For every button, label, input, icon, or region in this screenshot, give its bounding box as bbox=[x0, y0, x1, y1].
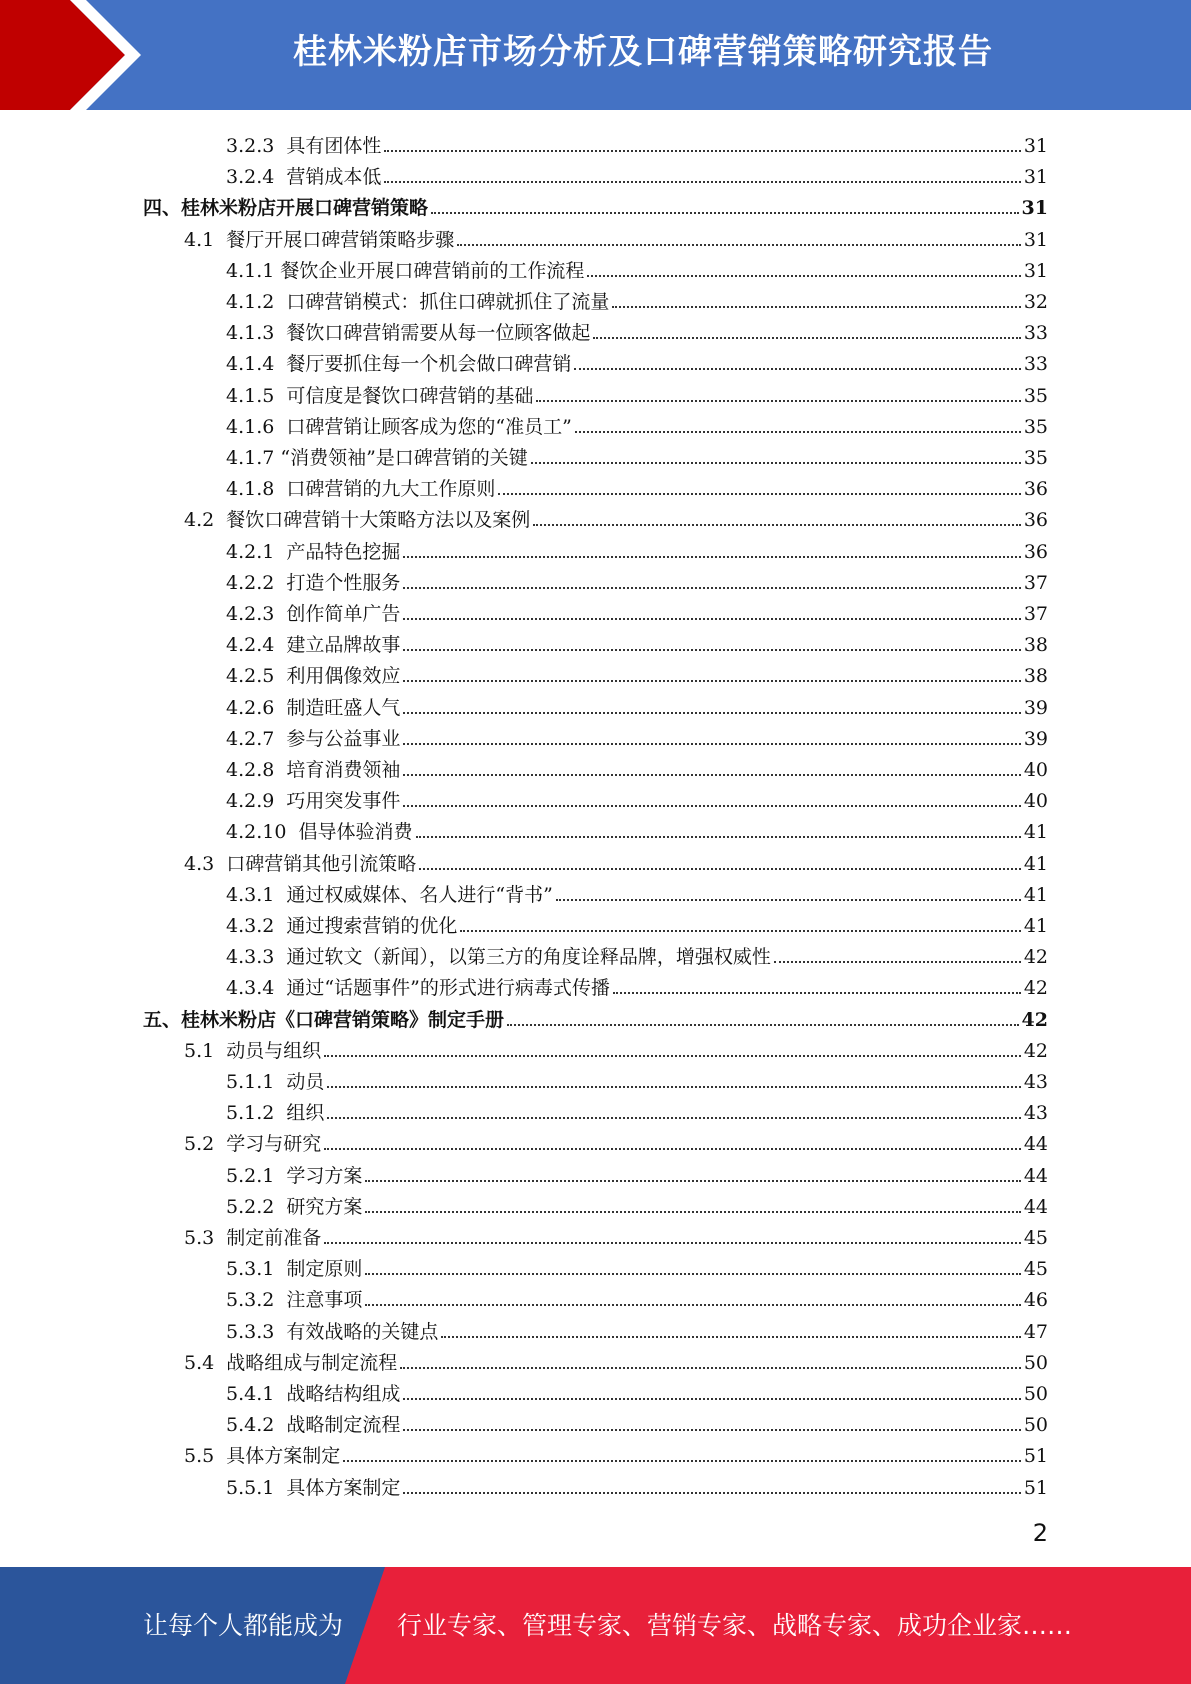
toc-entry[interactable] bbox=[226, 534, 1048, 565]
toc-entry[interactable] bbox=[226, 1095, 1048, 1126]
toc-entry-title: 3.2.4 营销成本低 bbox=[226, 166, 382, 189]
toc-entry[interactable] bbox=[226, 1407, 1048, 1438]
toc-dot-leader bbox=[536, 400, 1020, 402]
toc-entry[interactable] bbox=[184, 1438, 1048, 1469]
toc-entry-page: 38 bbox=[1023, 634, 1048, 657]
toc-dot-leader bbox=[324, 1055, 1021, 1057]
toc-dot-leader bbox=[419, 868, 1021, 870]
toc-entry-page: 50 bbox=[1023, 1351, 1048, 1374]
toc-dot-leader bbox=[365, 1180, 1020, 1182]
toc-entry[interactable] bbox=[143, 190, 1048, 221]
report-title: 桂林米粉店市场分析及口碑营销策略研究报告 bbox=[293, 32, 993, 72]
toc-entry-page: 31 bbox=[1021, 197, 1048, 220]
toc-dot-leader bbox=[403, 680, 1020, 682]
toc-entry-page: 42 bbox=[1021, 1008, 1048, 1031]
toc-entry-page: 41 bbox=[1023, 852, 1048, 875]
toc-entry[interactable] bbox=[226, 1314, 1048, 1345]
toc-entry-page: 45 bbox=[1023, 1227, 1048, 1249]
toc-entry[interactable] bbox=[226, 596, 1048, 627]
toc-entry-title: 5.3.1 制定原则 bbox=[226, 1258, 363, 1281]
toc-entry[interactable] bbox=[226, 1251, 1048, 1282]
toc-entry-page: 31 bbox=[1023, 259, 1048, 282]
toc-entry-title: 4.2.7 参与公益事业 bbox=[226, 727, 401, 750]
toc-entry-page: 41 bbox=[1023, 821, 1048, 844]
toc-entry-title: 4.1.5 可信度是餐饮口碑营销的基础 bbox=[226, 384, 534, 407]
toc-dot-leader bbox=[593, 337, 1020, 339]
toc-entry[interactable] bbox=[226, 877, 1048, 908]
toc-entry-title: 4.3 口碑营销其他引流策略 bbox=[184, 852, 417, 875]
toc-dot-leader bbox=[575, 431, 1021, 433]
toc-entry-title: 5.2 学习与研究 bbox=[184, 1133, 322, 1156]
toc-dot-leader bbox=[498, 493, 1020, 495]
toc-entry[interactable] bbox=[226, 440, 1048, 471]
toc-entry-title: 5.4 战略组成与制定流程 bbox=[184, 1351, 398, 1374]
toc-entry[interactable] bbox=[226, 970, 1048, 1001]
toc-entry-title: 4.2.10 倡导体验消费 bbox=[226, 821, 413, 844]
toc-dot-leader bbox=[403, 1429, 1020, 1431]
toc-entry-title: 5.5 具体方案制定 bbox=[184, 1445, 341, 1468]
toc-entry[interactable] bbox=[226, 1064, 1048, 1095]
toc-entry[interactable] bbox=[226, 1376, 1048, 1407]
toc-dot-leader bbox=[403, 774, 1020, 776]
toc-entry-page: 38 bbox=[1023, 665, 1048, 688]
toc-entry-title: 4.2.1 产品特色挖掘 bbox=[226, 540, 401, 563]
toc-entry-title: 4.1.2 口碑营销模式：抓住口碑就抓住了流量 bbox=[226, 291, 610, 313]
toc-entry-title: 5.3 制定前准备 bbox=[184, 1227, 322, 1249]
toc-dot-leader bbox=[431, 212, 1019, 214]
toc-entry-page: 51 bbox=[1023, 1445, 1048, 1468]
toc-entry[interactable] bbox=[184, 1126, 1048, 1157]
toc-entry[interactable] bbox=[226, 253, 1048, 284]
toc-dot-leader bbox=[403, 587, 1020, 589]
toc-entry[interactable] bbox=[226, 908, 1048, 939]
toc-dot-leader bbox=[403, 556, 1020, 558]
toc-entry-page: 46 bbox=[1023, 1289, 1048, 1312]
toc-entry-title: 4.3.2 通过搜索营销的优化 bbox=[226, 915, 458, 937]
toc-dot-leader bbox=[612, 306, 1020, 308]
toc-dot-leader bbox=[441, 1336, 1020, 1338]
toc-entry-page: 31 bbox=[1023, 166, 1048, 189]
toc-dot-leader bbox=[556, 899, 1021, 901]
toc-entry-page: 50 bbox=[1023, 1383, 1048, 1405]
toc-dot-leader bbox=[613, 992, 1021, 994]
toc-dot-leader bbox=[324, 1242, 1021, 1244]
toc-entry-title: 4.2.8 培育消费领袖 bbox=[226, 759, 401, 781]
toc-dot-leader bbox=[400, 1367, 1021, 1369]
toc-entry-title: 4.2.4 建立品牌故事 bbox=[226, 634, 401, 657]
toc-entry-page: 43 bbox=[1023, 1102, 1048, 1125]
toc-entry-page: 45 bbox=[1023, 1258, 1048, 1281]
toc-entry-title: 4.1.8 口碑营销的九大工作原则 bbox=[226, 478, 496, 501]
toc-entry[interactable] bbox=[226, 409, 1048, 440]
toc-entry-title: 5.4.1 战略结构组成 bbox=[226, 1383, 401, 1405]
toc-dot-leader bbox=[531, 462, 1021, 464]
page-number: 2 bbox=[1032, 1519, 1048, 1547]
footer-slogan-left: 让每个人都能成为 bbox=[143, 1611, 344, 1640]
toc-entry-title: 5.2.2 研究方案 bbox=[226, 1195, 363, 1218]
toc-dot-leader bbox=[403, 649, 1020, 651]
toc-entry-title: 4.2.5 利用偶像效应 bbox=[226, 665, 401, 688]
toc-entry-page: 43 bbox=[1023, 1071, 1048, 1093]
toc-entry-title: 5.4.2 战略制定流程 bbox=[226, 1414, 401, 1437]
toc-entry-title: 4.3.1 通过权威媒体、名人进行“背书” bbox=[226, 883, 553, 906]
toc-dot-leader bbox=[365, 1273, 1020, 1275]
toc-entry-title: 4.1.3 餐饮口碑营销需要从每一位顾客做起 bbox=[226, 322, 591, 345]
toc-entry-title: 4.1.7 “消费领袖”是口碑营销的关键 bbox=[226, 447, 528, 469]
toc-entry-page: 39 bbox=[1023, 727, 1048, 750]
toc-entry[interactable] bbox=[226, 471, 1048, 502]
toc-entry[interactable] bbox=[226, 315, 1048, 346]
toc-entry-title: 5.1.1 动员 bbox=[226, 1071, 325, 1093]
toc-dot-leader bbox=[416, 836, 1021, 838]
toc-entry[interactable] bbox=[226, 752, 1048, 783]
toc-entry-title: 5.3.2 注意事项 bbox=[226, 1289, 363, 1312]
toc-entry[interactable] bbox=[226, 159, 1048, 190]
toc-entry[interactable] bbox=[226, 1470, 1048, 1501]
toc-entry[interactable] bbox=[143, 1002, 1048, 1033]
toc-entry-page: 44 bbox=[1023, 1133, 1048, 1156]
toc-entry-page: 32 bbox=[1023, 291, 1048, 313]
toc-entry-page: 51 bbox=[1023, 1476, 1048, 1499]
toc-entry[interactable] bbox=[226, 783, 1048, 814]
toc-entry-title: 5.5.1 具体方案制定 bbox=[226, 1476, 401, 1499]
toc-entry[interactable] bbox=[226, 939, 1048, 970]
toc-entry-page: 42 bbox=[1023, 977, 1048, 1000]
toc-entry-title: 5.1.2 组织 bbox=[226, 1102, 325, 1125]
toc-entry-page: 39 bbox=[1023, 696, 1048, 719]
toc-entry-page: 31 bbox=[1023, 135, 1048, 157]
toc-entry-title: 四、桂林米粉店开展口碑营销策略 bbox=[143, 197, 429, 220]
toc-entry-title: 5.1 动员与组织 bbox=[184, 1039, 322, 1062]
toc-entry-page: 44 bbox=[1023, 1195, 1048, 1218]
toc-entry-page: 36 bbox=[1023, 540, 1048, 563]
toc-entry[interactable] bbox=[226, 284, 1048, 315]
toc-entry-page: 42 bbox=[1023, 946, 1048, 969]
toc-entry-title: 4.1.4 餐厅要抓住每一个机会做口碑营销 bbox=[226, 353, 572, 376]
toc-entry[interactable] bbox=[226, 627, 1048, 658]
toc-entry-page: 41 bbox=[1023, 883, 1048, 906]
toc-dot-leader bbox=[507, 1024, 1019, 1026]
toc-entry[interactable] bbox=[184, 222, 1048, 253]
toc-entry[interactable] bbox=[226, 1282, 1048, 1313]
toc-dot-leader bbox=[403, 1492, 1020, 1494]
toc-entry-title: 五、桂林米粉店《口碑营销策略》制定手册 bbox=[143, 1008, 505, 1031]
toc-entry[interactable] bbox=[184, 846, 1048, 877]
toc-entry-page: 35 bbox=[1023, 447, 1048, 469]
toc-entry-page: 35 bbox=[1023, 415, 1048, 438]
toc-entry-title: 4.1.1 餐饮企业开展口碑营销前的工作流程 bbox=[226, 259, 585, 282]
toc-entry-page: 42 bbox=[1023, 1039, 1048, 1062]
toc-dot-leader bbox=[327, 1117, 1020, 1119]
toc-entry-page: 35 bbox=[1023, 384, 1048, 407]
toc-entry[interactable] bbox=[184, 1220, 1048, 1251]
toc-entry-page: 47 bbox=[1023, 1320, 1048, 1343]
toc-entry[interactable] bbox=[226, 814, 1048, 845]
toc-entry[interactable] bbox=[184, 1033, 1048, 1064]
toc-dot-leader bbox=[574, 368, 1020, 370]
toc-dot-leader bbox=[774, 961, 1021, 963]
toc-entry-title: 5.3.3 有效战略的关键点 bbox=[226, 1320, 439, 1343]
toc-entry-page: 31 bbox=[1023, 228, 1048, 251]
toc-dot-leader bbox=[403, 712, 1020, 714]
toc-entry-page: 33 bbox=[1023, 353, 1048, 376]
toc-entry-page: 36 bbox=[1023, 509, 1048, 532]
toc-entry-title: 4.3.3 通过软文（新闻），以第三方的角度诠释品牌，增强权威性 bbox=[226, 946, 771, 969]
toc-entry-page: 37 bbox=[1023, 571, 1048, 594]
toc-entry[interactable] bbox=[226, 128, 1048, 159]
toc-entry-page: 40 bbox=[1023, 759, 1048, 781]
toc-dot-leader bbox=[457, 244, 1021, 246]
page-footer bbox=[0, 1567, 1191, 1684]
toc-entry-page: 44 bbox=[1023, 1164, 1048, 1187]
toc-entry-title: 3.2.3 具有团体性 bbox=[226, 135, 382, 157]
footer-slogan-right: 行业专家、管理专家、营销专家、战略专家、成功企业家…… bbox=[397, 1611, 1073, 1640]
toc-entry[interactable] bbox=[184, 1345, 1048, 1376]
toc-entry[interactable] bbox=[184, 502, 1048, 533]
toc-dot-leader bbox=[384, 181, 1020, 183]
toc-entry-page: 41 bbox=[1023, 915, 1048, 937]
toc-entry-title: 5.2.1 学习方案 bbox=[226, 1164, 363, 1187]
toc-dot-leader bbox=[533, 524, 1021, 526]
toc-dot-leader bbox=[460, 930, 1020, 932]
toc-entry-page: 50 bbox=[1023, 1414, 1048, 1437]
toc-entry[interactable] bbox=[226, 565, 1048, 596]
toc-entry-page: 37 bbox=[1023, 603, 1048, 625]
toc-entry[interactable] bbox=[226, 721, 1048, 752]
toc-entry[interactable] bbox=[226, 378, 1048, 409]
toc-dot-leader bbox=[384, 150, 1020, 152]
toc-entry-title: 4.3.4 通过“话题事件”的形式进行病毒式传播 bbox=[226, 977, 610, 1000]
toc-entry-title: 4.2.2 打造个性服务 bbox=[226, 571, 401, 594]
toc-entry[interactable] bbox=[226, 690, 1048, 721]
toc-entry-title: 4.2 餐饮口碑营销十大策略方法以及案例 bbox=[184, 509, 531, 532]
toc-dot-leader bbox=[403, 618, 1020, 620]
toc-entry-title: 4.2.9 巧用突发事件 bbox=[226, 790, 401, 813]
toc-entry-page: 40 bbox=[1023, 790, 1048, 813]
toc-dot-leader bbox=[403, 1398, 1020, 1400]
toc-entry[interactable] bbox=[226, 1189, 1048, 1220]
toc-dot-leader bbox=[587, 275, 1020, 277]
toc-entry-title: 4.1.6 口碑营销让顾客成为您的“准员工” bbox=[226, 415, 572, 438]
toc-entry[interactable] bbox=[226, 1158, 1048, 1189]
toc-dot-leader bbox=[324, 1148, 1021, 1150]
toc-dot-leader bbox=[327, 1086, 1020, 1088]
toc-entry-title: 4.2.3 创作简单广告 bbox=[226, 603, 401, 625]
toc-entry-page: 33 bbox=[1023, 322, 1048, 345]
toc-dot-leader bbox=[365, 1304, 1020, 1306]
toc-entry-title: 4.1 餐厅开展口碑营销策略步骤 bbox=[184, 228, 455, 251]
toc-dot-leader bbox=[403, 743, 1020, 745]
toc-dot-leader bbox=[403, 805, 1020, 807]
toc-entry-page: 36 bbox=[1023, 478, 1048, 501]
toc-entry[interactable] bbox=[226, 658, 1048, 689]
toc-entry[interactable] bbox=[226, 346, 1048, 377]
toc-dot-leader bbox=[365, 1211, 1020, 1213]
toc-dot-leader bbox=[343, 1460, 1021, 1462]
toc-entry-title: 4.2.6 制造旺盛人气 bbox=[226, 696, 401, 719]
page-header bbox=[0, 0, 1191, 110]
